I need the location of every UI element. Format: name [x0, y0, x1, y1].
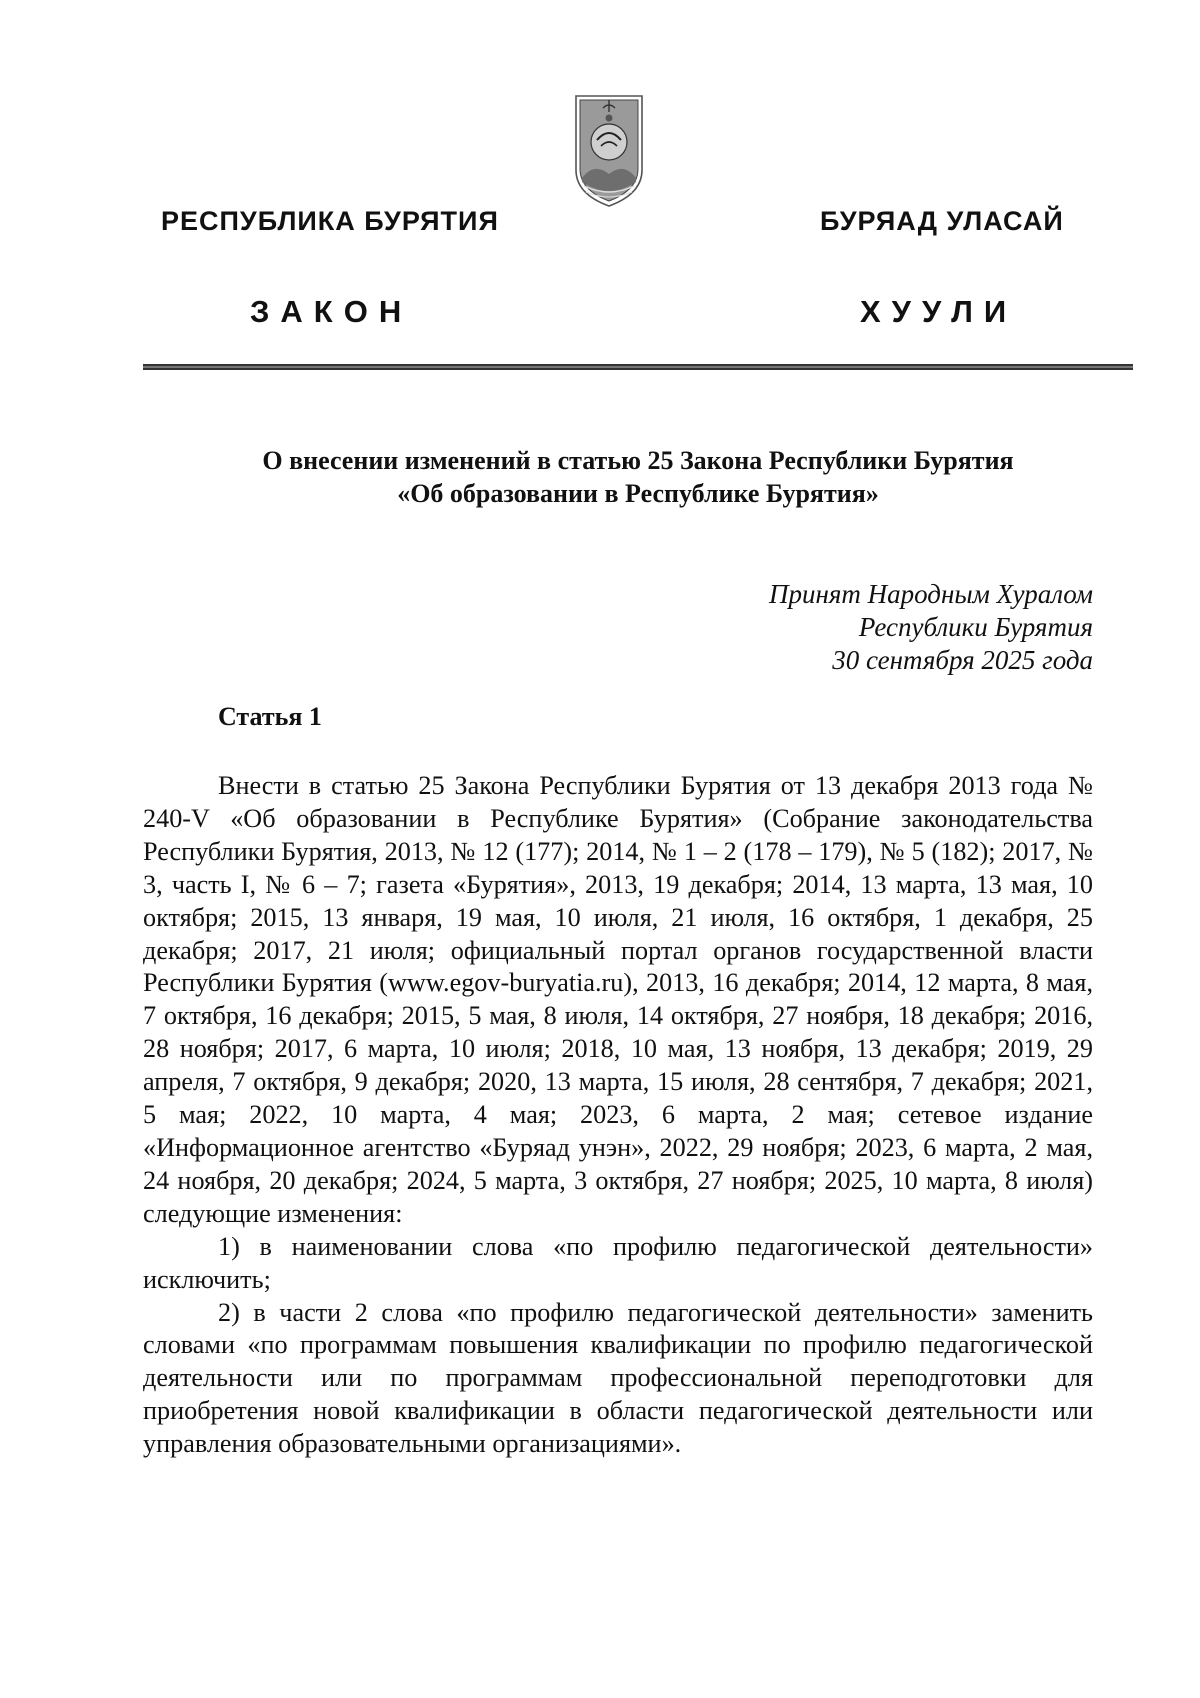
article-paragraph-item-1: 1) в наименовании слова «по профилю педагогической деятельности» исключить;: [143, 1231, 1093, 1294]
article-heading: Статья 1: [218, 702, 322, 731]
republic-name-buryat: БУРЯАД УЛАСАЙ: [820, 206, 1064, 236]
title-line-2: «Об образовании в Республике Бурятия»: [397, 479, 879, 508]
republic-name-russian: РЕСПУБЛИКА БУРЯТИЯ: [161, 206, 499, 236]
doc-type-buryat: ХУУЛИ: [860, 294, 1018, 329]
adoption-line-1: Принят Народным Хуралом: [768, 579, 1093, 609]
coat-of-arms-emblem: [570, 82, 648, 208]
article-paragraph-main: Внести в статью 25 Закона Республики Бурятия от 13 декабря 2013 года № 240-V «Об образовании в Республике Бурятия» (Собрание законодательства Республики Бурятия, 2013, № 12 (177); 2014, № 1 – 2 (178 – 179), № 5 (182); 2017, № 3, часть I, № 6 – 7; газета «Бурятия», 2013, 19 декабря; 2014, 13 марта, 13 мая, 10 октября; 2015, 13 января, 19 мая, 10 июля, 21 июля, 16 октября, 1 декабря, 25 декабря; 2017, 21 июля; официальный портал органов государственной власти Республики Бурятия (www.egov-buryatia.ru), 2013, 16 декабря; 2014, 12 марта, 8 мая, 7 октября, 16 декабря; 2015, 5 мая, 8 июля, 14 октября, 27 ноября, 18 декабря; 2016, 28 ноября; 2017, 6 марта, 10 июля; 2018, 10 мая, 13 ноября, 13 декабря; 2019, 29 апреля, 7 октября, 9 декабря; 2020, 13 марта, 15 июля, 28 сентября, 7 декабря; 2021, 5 мая; 2022, 10 марта, 4 мая; 2023, 6 марта, 2 мая; сетевое издание «Информационное агентство «Буряад унэн», 2022, 29 ноября; 2023, 6 марта, 2 мая, 24 ноября, 20 декабря; 2024, 5 марта, 3 октября, 27 ноября; 2025, 10 марта, 8 июля) следующие изменения:: [143, 771, 1093, 1228]
adoption-line-2: Республики Бурятия: [858, 612, 1093, 642]
article-body: [143, 770, 1093, 1461]
adoption-date: 30 сентября 2025 года: [832, 645, 1093, 675]
article-paragraph-item-2: 2) в части 2 слова «по профилю педагогической деятельности» заменить словами «по программам повышения квалификации по профилю педагогической деятельности или по программам профессиональной переподготовки для приобретения новой квалификации в области педагогической деятельности или управления образовательными организациями».: [143, 1297, 1093, 1459]
header-divider: [143, 364, 1133, 370]
adoption-note: [769, 578, 1093, 677]
document-title: [143, 444, 1133, 510]
title-line-1: О внесении изменений в статью 25 Закона Республики Бурятия: [262, 446, 1014, 475]
doc-type-russian: ЗАКОН: [250, 294, 413, 329]
